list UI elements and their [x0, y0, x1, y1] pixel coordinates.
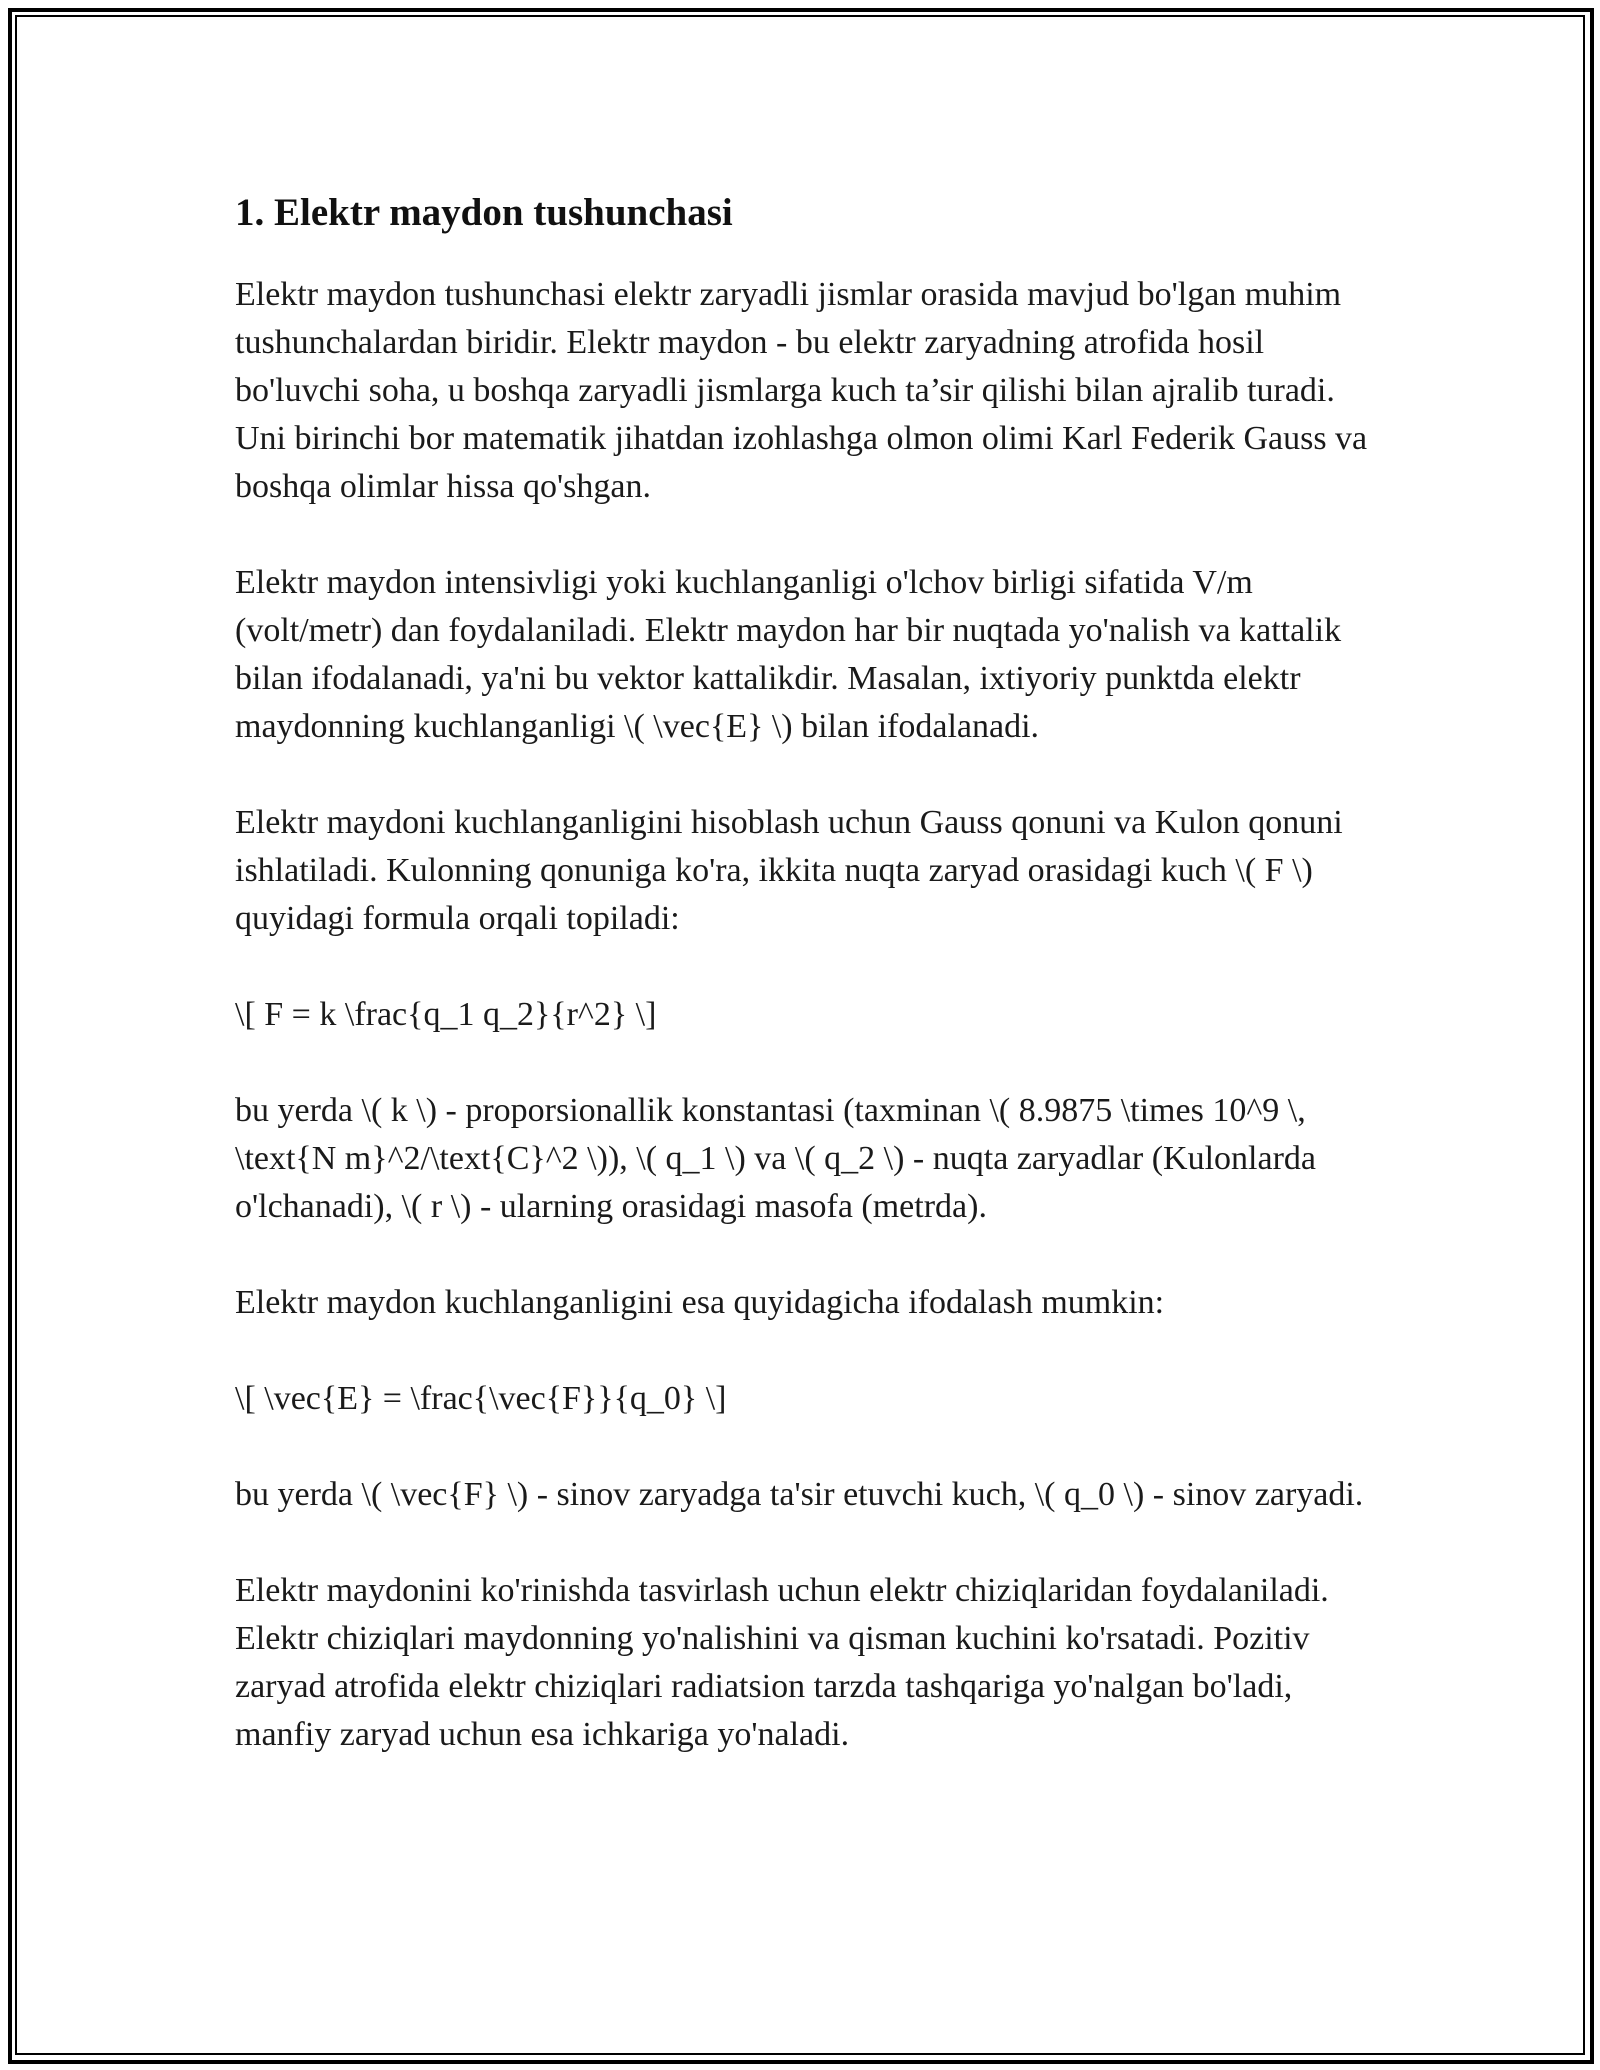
paragraph-field-expression: Elektr maydon kuchlanganligini esa quyidagicha ifodalash mumkin: — [235, 1284, 1165, 1321]
document-body — [235, 187, 1370, 1807]
paragraph-field-intensity: Elektr maydon intensivligi yoki kuchlanganligi o'lchov birligi sifatida V/m (volt/metr) dan foydalaniladi. Elektr maydon har bir nuqtada yo'nalish va kattalik bilan ifodalanadi, ya'ni bu vektor kattalikdir. Masalan, ixtiyoriy punktda elektr maydonning kuchlanganligi \( \vec{E} \) bilan ifodalanadi. — [235, 564, 1342, 745]
formula-field: \[ \vec{E} = \frac{\vec{F}}{q_0} \] — [235, 1380, 727, 1417]
paragraph-intro: Elektr maydon tushunchasi elektr zaryadli jismlar orasida mavjud bo'lgan muhim tushunchalardan biridir. Elektr maydon - bu elektr zaryadning atrofida hosil bo'luvchi soha, u boshqa zaryadli jismlarga kuch ta’sir qilishi bilan ajralib turadi. Uni birinchi bor matematik jihatdan izohlashga olmon olimi Karl Federik Gauss va boshqa olimlar hissa qo'shgan. — [235, 276, 1368, 505]
paragraph-field-terms: bu yerda \( \vec{F} \) - sinov zaryadga ta'sir etuvchi kuch, \( q_0 \) - sinov zaryadi. — [235, 1476, 1364, 1513]
formula-coulomb: \[ F = k \frac{q_1 q_2}{r^2} \] — [235, 996, 657, 1033]
section-heading: 1. Elektr maydon tushunchasi — [235, 191, 733, 234]
paragraph-coulomb-law: Elektr maydoni kuchlanganligini hisoblash uchun Gauss qonuni va Kulon qonuni ishlatiladi. Kulonning qonuniga ko'ra, ikkita nuqta zaryad orasidagi kuch \( F \) quyidagi formula orqali topiladi: — [235, 804, 1343, 937]
paragraph-field-lines: Elektr maydonini ko'rinishda tasvirlash uchun elektr chiziqlaridan foydalaniladi. Elektr chiziqlari maydonning yo'nalishini va qisman kuchini ko'rsatadi. Pozitiv zaryad atrofida elektr chiziqlari radiatsion tarzda tashqariga yo'nalgan bo'ladi, manfiy zaryad uchun esa ichkariga yo'naladi. — [235, 1572, 1329, 1753]
paragraph-coulomb-terms: bu yerda \( k \) - proporsionallik konstantasi (taxminan \( 8.9875 \times 10^9 \, \text{N m}^2/\text{C}^2 \)), \( q_1 \) va \( q_2 \) - nuqta zaryadlar (Kulonlarda o'lchanadi), \( r \) - ularning orasidagi masofa (metrda). — [235, 1092, 1317, 1225]
